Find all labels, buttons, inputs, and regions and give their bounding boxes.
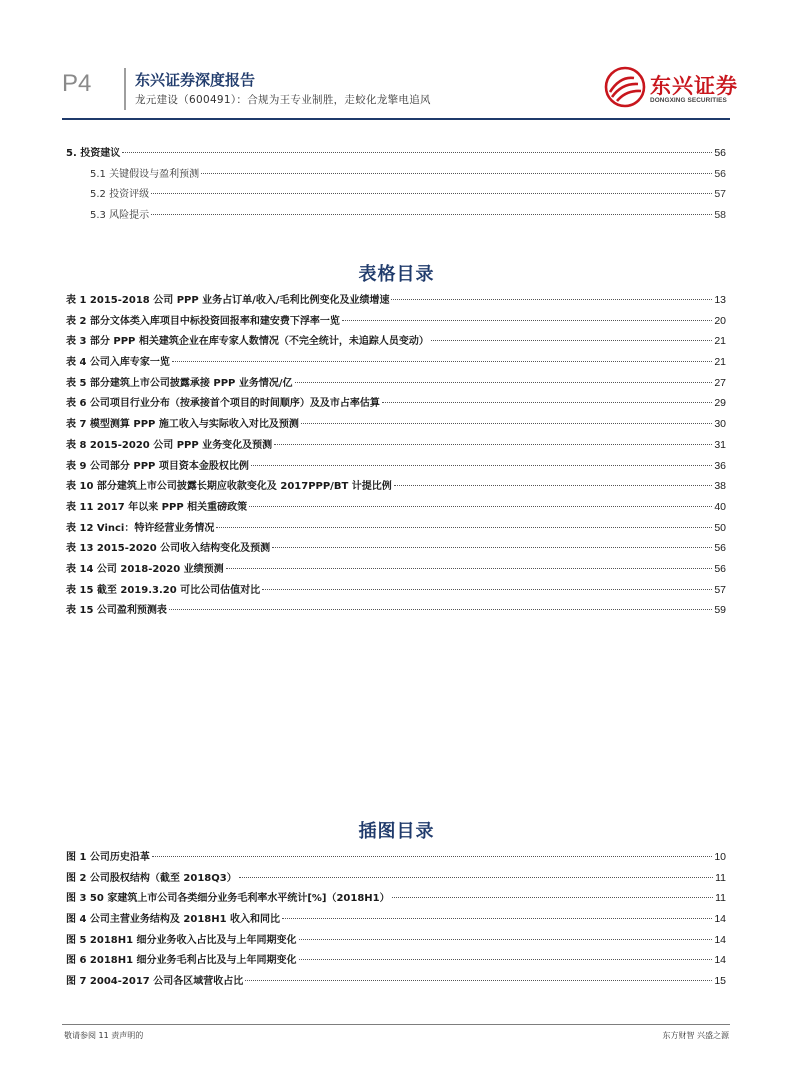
toc-entry[interactable] xyxy=(66,165,726,186)
dot-leader xyxy=(274,444,712,445)
dot-leader xyxy=(251,465,712,466)
table-entry[interactable] xyxy=(66,498,726,519)
table-entry-page-number: 56 xyxy=(714,562,726,575)
table-entry[interactable] xyxy=(66,519,726,540)
table-entry-page-number: 56 xyxy=(714,542,726,555)
dot-leader xyxy=(299,959,713,960)
figure-entry[interactable] xyxy=(66,951,726,972)
figure-entry-page-number: 14 xyxy=(714,933,726,946)
table-entry-label: 表 13 2015-2020 公司收入结构变化及预测 xyxy=(66,543,271,555)
dot-leader xyxy=(122,152,712,153)
table-entry-label: 表 2 部分文体类入库项目中标投资回报率和建安费下浮率一览 xyxy=(66,315,340,327)
table-entry-label: 表 9 公司部分 PPP 项目资本金股权比例 xyxy=(66,460,249,472)
tables-section-title: 表格目录 xyxy=(358,264,435,285)
table-entry[interactable] xyxy=(66,436,726,457)
table-entry-label: 表 4 公司入库专家一览 xyxy=(66,357,170,369)
table-entry[interactable] xyxy=(66,601,726,622)
toc-entry-label: 5.3 风险提示 xyxy=(90,210,150,222)
toc-entry-label: 5. 投资建议 xyxy=(66,148,121,159)
dot-leader xyxy=(152,856,712,857)
table-entry[interactable] xyxy=(66,477,726,498)
dot-leader xyxy=(431,340,712,341)
table-entry[interactable] xyxy=(66,415,726,436)
table-entry[interactable] xyxy=(66,374,726,395)
table-entry-page-number: 13 xyxy=(714,294,726,306)
toc-entry-label: 5.2 投资评级 xyxy=(90,189,150,201)
table-entry[interactable] xyxy=(66,581,726,602)
table-entry-label: 表 14 公司 2018-2020 业绩预测 xyxy=(66,563,224,575)
figure-entry-label: 图 1 公司历史沿革 xyxy=(66,852,150,863)
dot-leader xyxy=(394,485,713,486)
dot-leader xyxy=(262,589,712,590)
table-entry-page-number: 27 xyxy=(714,376,726,389)
figure-entry-page-number: 11 xyxy=(715,892,726,905)
table-entry[interactable] xyxy=(66,291,726,312)
footer-rule xyxy=(62,1024,730,1025)
dot-leader xyxy=(391,299,712,300)
figure-entry[interactable] xyxy=(66,910,726,931)
figures-list xyxy=(66,848,726,993)
toc-entry-page-number: 56 xyxy=(714,147,726,159)
footer-slogan: 东方财智 兴盛之源 xyxy=(662,1031,729,1040)
toc-entry-label: 5.1 关键假设与盈利预测 xyxy=(90,168,200,180)
dot-leader xyxy=(249,506,712,507)
table-entry-page-number: 57 xyxy=(714,583,726,596)
page-number: P4 xyxy=(62,70,92,97)
table-entry-label: 表 12 Vinci：特许经营业务情况 xyxy=(66,522,215,534)
dot-leader xyxy=(172,361,712,362)
dot-leader xyxy=(239,877,713,878)
table-entry-label: 表 3 部分 PPP 相关建筑企业在库专家人数情况（不完全统计，未追踪人员变动） xyxy=(66,336,429,348)
table-entry-page-number: 59 xyxy=(714,604,726,617)
table-entry[interactable] xyxy=(66,394,726,415)
figures-section-title: 插图目录 xyxy=(358,821,435,842)
table-entry-page-number: 40 xyxy=(714,500,726,513)
figure-entry-label: 图 4 公司主营业务结构及 2018H1 收入和同比 xyxy=(66,914,281,926)
toc-entry-page-number: 56 xyxy=(714,167,726,180)
figure-entry[interactable] xyxy=(66,972,726,993)
toc-entry[interactable] xyxy=(66,206,726,227)
figure-entry-page-number: 10 xyxy=(714,851,726,863)
figure-entry-label: 图 3 50 家建筑上市公司各类细分业务毛利率水平统计[%]（2018H1） xyxy=(66,893,390,905)
footer-disclaimer: 敬请参阅 11 责声明的 xyxy=(64,1031,144,1040)
figure-entry-page-number: 14 xyxy=(714,913,726,926)
logo-mark-icon xyxy=(604,66,646,108)
figure-entry-label: 图 5 2018H1 细分业务收入占比及与上年同期变化 xyxy=(66,934,297,946)
figure-entry-page-number: 11 xyxy=(715,871,726,884)
table-entry-label: 表 7 模型测算 PPP 施工收入与实际收入对比及预测 xyxy=(66,419,299,431)
toc-entry[interactable] xyxy=(66,185,726,206)
dot-leader xyxy=(245,980,712,981)
table-entry-label: 表 10 部分建筑上市公司披露长期应收款变化及 2017PPP/BT 计提比例 xyxy=(66,481,392,493)
table-entry-label: 表 15 截至 2019.3.20 可比公司估值对比 xyxy=(66,584,261,596)
figure-entry[interactable] xyxy=(66,869,726,890)
table-entry-page-number: 21 xyxy=(714,335,726,348)
dot-leader xyxy=(282,918,712,919)
toc-entry[interactable] xyxy=(66,144,726,165)
dot-leader xyxy=(342,320,712,321)
company-logo xyxy=(604,66,738,108)
table-entry[interactable] xyxy=(66,560,726,581)
table-entry-page-number: 50 xyxy=(714,521,726,534)
dot-leader xyxy=(301,423,712,424)
tables-list xyxy=(66,291,726,622)
dot-leader xyxy=(226,568,713,569)
dot-leader xyxy=(216,527,712,528)
table-entry-label: 表 8 2015-2020 公司 PPP 业务变化及预测 xyxy=(66,439,273,451)
logo-chinese-name: 东兴证券 xyxy=(650,74,738,98)
toc-sections-list xyxy=(66,144,726,227)
table-entry-page-number: 31 xyxy=(714,438,726,451)
figure-entry-page-number: 14 xyxy=(714,954,726,967)
dot-leader xyxy=(299,939,713,940)
table-entry-label: 表 5 部分建筑上市公司披露承接 PPP 业务情况/亿 xyxy=(66,377,293,389)
table-entry-page-number: 38 xyxy=(714,480,726,493)
figure-entry[interactable] xyxy=(66,889,726,910)
table-entry-label: 表 15 公司盈利预测表 xyxy=(66,605,167,617)
table-entry-label: 表 1 2015-2018 公司 PPP 业务占订单/收入/毛利比例变化及业绩增速 xyxy=(66,295,390,306)
table-entry-page-number: 30 xyxy=(714,418,726,431)
table-entry-page-number: 20 xyxy=(714,314,726,327)
dot-leader xyxy=(392,897,713,898)
figure-entry-label: 图 6 2018H1 细分业务毛利占比及与上年同期变化 xyxy=(66,955,297,967)
table-entry[interactable] xyxy=(66,457,726,478)
table-entry-page-number: 21 xyxy=(714,356,726,369)
figure-entry-label: 图 7 2004-2017 公司各区域营收占比 xyxy=(66,976,244,988)
table-entry-label: 表 11 2017 年以来 PPP 相关重磅政策 xyxy=(66,501,248,513)
dot-leader xyxy=(201,173,712,174)
dot-leader xyxy=(295,382,713,383)
table-entry[interactable] xyxy=(66,539,726,560)
table-entry[interactable] xyxy=(66,353,726,374)
report-type-title: 东兴证券深度报告 xyxy=(135,71,256,89)
figure-entry[interactable] xyxy=(66,931,726,952)
figure-entry-label: 图 2 公司股权结构（截至 2018Q3） xyxy=(66,872,237,884)
dot-leader xyxy=(151,193,712,194)
dot-leader xyxy=(382,402,712,403)
report-subtitle: 龙元建设（600491）：合规为王专业制胜，走蛟化龙擎电追风 xyxy=(135,94,431,106)
dot-leader xyxy=(169,609,712,610)
dot-leader xyxy=(151,214,712,215)
header-rule xyxy=(62,118,730,120)
figure-entry-page-number: 15 xyxy=(714,975,726,988)
header-divider xyxy=(124,68,126,110)
figure-entry[interactable] xyxy=(66,848,726,869)
table-entry-page-number: 29 xyxy=(714,397,726,410)
table-entry[interactable] xyxy=(66,332,726,353)
logo-english-name: DONGXING SECURITIES xyxy=(650,97,727,104)
table-entry[interactable] xyxy=(66,312,726,333)
table-entry-page-number: 36 xyxy=(714,459,726,472)
toc-entry-page-number: 57 xyxy=(714,188,726,201)
dot-leader xyxy=(272,547,712,548)
toc-entry-page-number: 58 xyxy=(714,209,726,222)
table-entry-label: 表 6 公司项目行业分布（按承接首个项目的时间顺序）及及市占率估算 xyxy=(66,398,380,410)
